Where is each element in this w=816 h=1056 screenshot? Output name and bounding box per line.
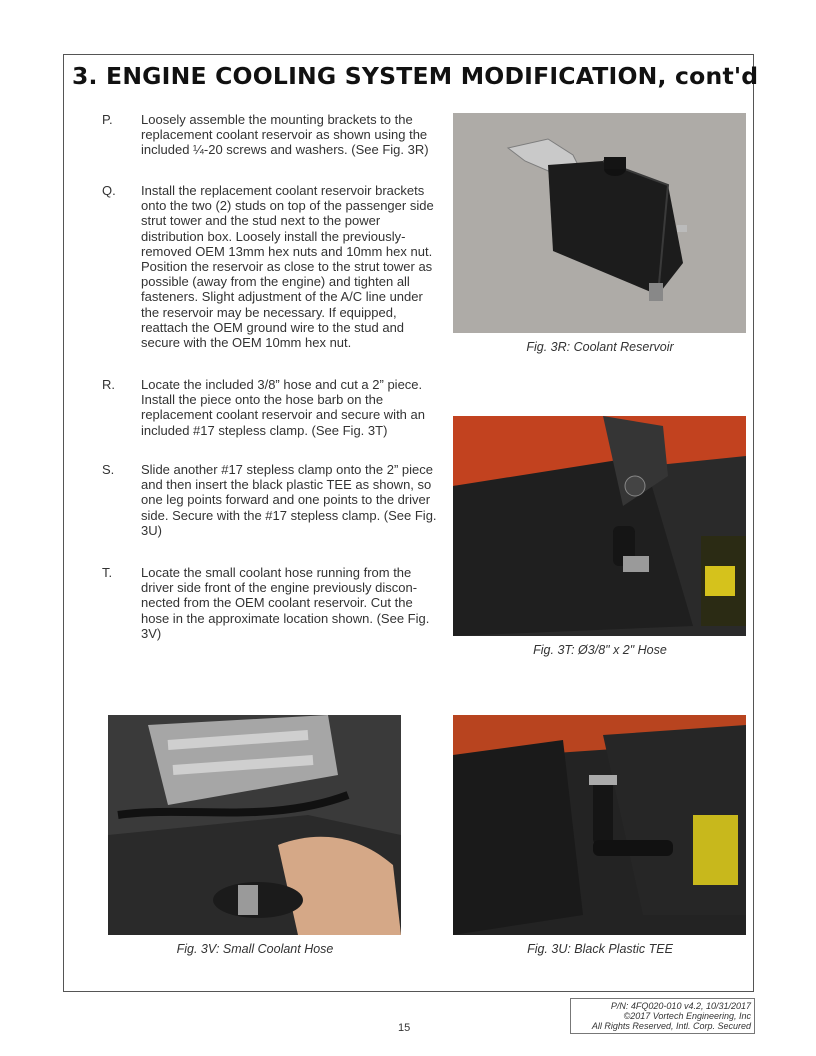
figure-caption: Fig. 3V: Small Coolant Hose xyxy=(176,942,334,956)
step-text: Loosely assemble the mounting brackets to the replacement coolant reservoir as shown using the included ¼-20 screws and washers. (See Fig. 3R) xyxy=(141,112,429,158)
step-letter: T. xyxy=(102,565,113,580)
rights-notice: All Rights Reserved, Intl. Corp. Secured xyxy=(591,1021,751,1031)
step-s xyxy=(102,462,442,542)
step-q xyxy=(102,183,442,355)
figure-caption: Fig. 3U: Black Plastic TEE xyxy=(527,942,673,956)
page-number: 15 xyxy=(398,1022,411,1034)
step-text: Locate the included 3/8” hose and cut a 2” piece. Install the piece onto the hose barb on the replacement coolant reservoir and secure with an included #17 stepless clamp. (See Fig. 3T) xyxy=(141,377,425,438)
step-text: Locate the small coolant hose running from the driver side front of the engine previously discon-nected from the OEM coolant reservoir. Cut the hose in the approximate location shown. (See Fig. 3V) xyxy=(141,565,430,641)
page-title: 3. ENGINE COOLING SYSTEM MODIFICATION, cont'd xyxy=(72,62,759,90)
photo-small-coolant-hose xyxy=(108,715,401,935)
figure-caption: Fig. 3R: Coolant Reservoir xyxy=(526,340,674,354)
step-letter: P. xyxy=(102,112,113,127)
step-r xyxy=(102,377,442,441)
copyright: ©2017 Vortech Engineering, Inc xyxy=(623,1011,751,1021)
photo-hose xyxy=(453,416,746,636)
step-p xyxy=(102,112,442,162)
part-number: P/N: 4FQ020-010 v4.2, 10/31/2017 xyxy=(610,1001,751,1011)
step-letter: Q. xyxy=(102,183,116,198)
photo-coolant-reservoir xyxy=(453,113,746,333)
step-letter: S. xyxy=(102,462,115,477)
photo-black-plastic-tee xyxy=(453,715,746,935)
figure-caption: Fig. 3T: Ø3/8" x 2" Hose xyxy=(533,643,667,657)
step-t xyxy=(102,565,442,645)
footer-info-box xyxy=(570,998,755,1034)
step-text: Slide another #17 stepless clamp onto the 2” piece and then insert the black plastic TEE as shown, so one leg points forward and one points to the driver side. Secure with the #17 stepless clamp. (See Fig. 3U) xyxy=(141,462,437,538)
step-text: Install the replacement coolant reservoir brackets onto the two (2) studs on top of the passenger side strut tower and the stud next to the power distribution box. Loosely install the previously-removed OEM 13mm hex nuts and 10mm hex nut. Position the reservoir as close to the strut tower as possible (away from the engine) and tighten all fasteners. Slight adjustment of the A/C line under the reservoir may be necessary. If equipped, reattach the OEM ground wire to the stud and secure with the OEM 10mm hex nut. xyxy=(141,183,434,351)
step-letter: R. xyxy=(102,377,115,392)
